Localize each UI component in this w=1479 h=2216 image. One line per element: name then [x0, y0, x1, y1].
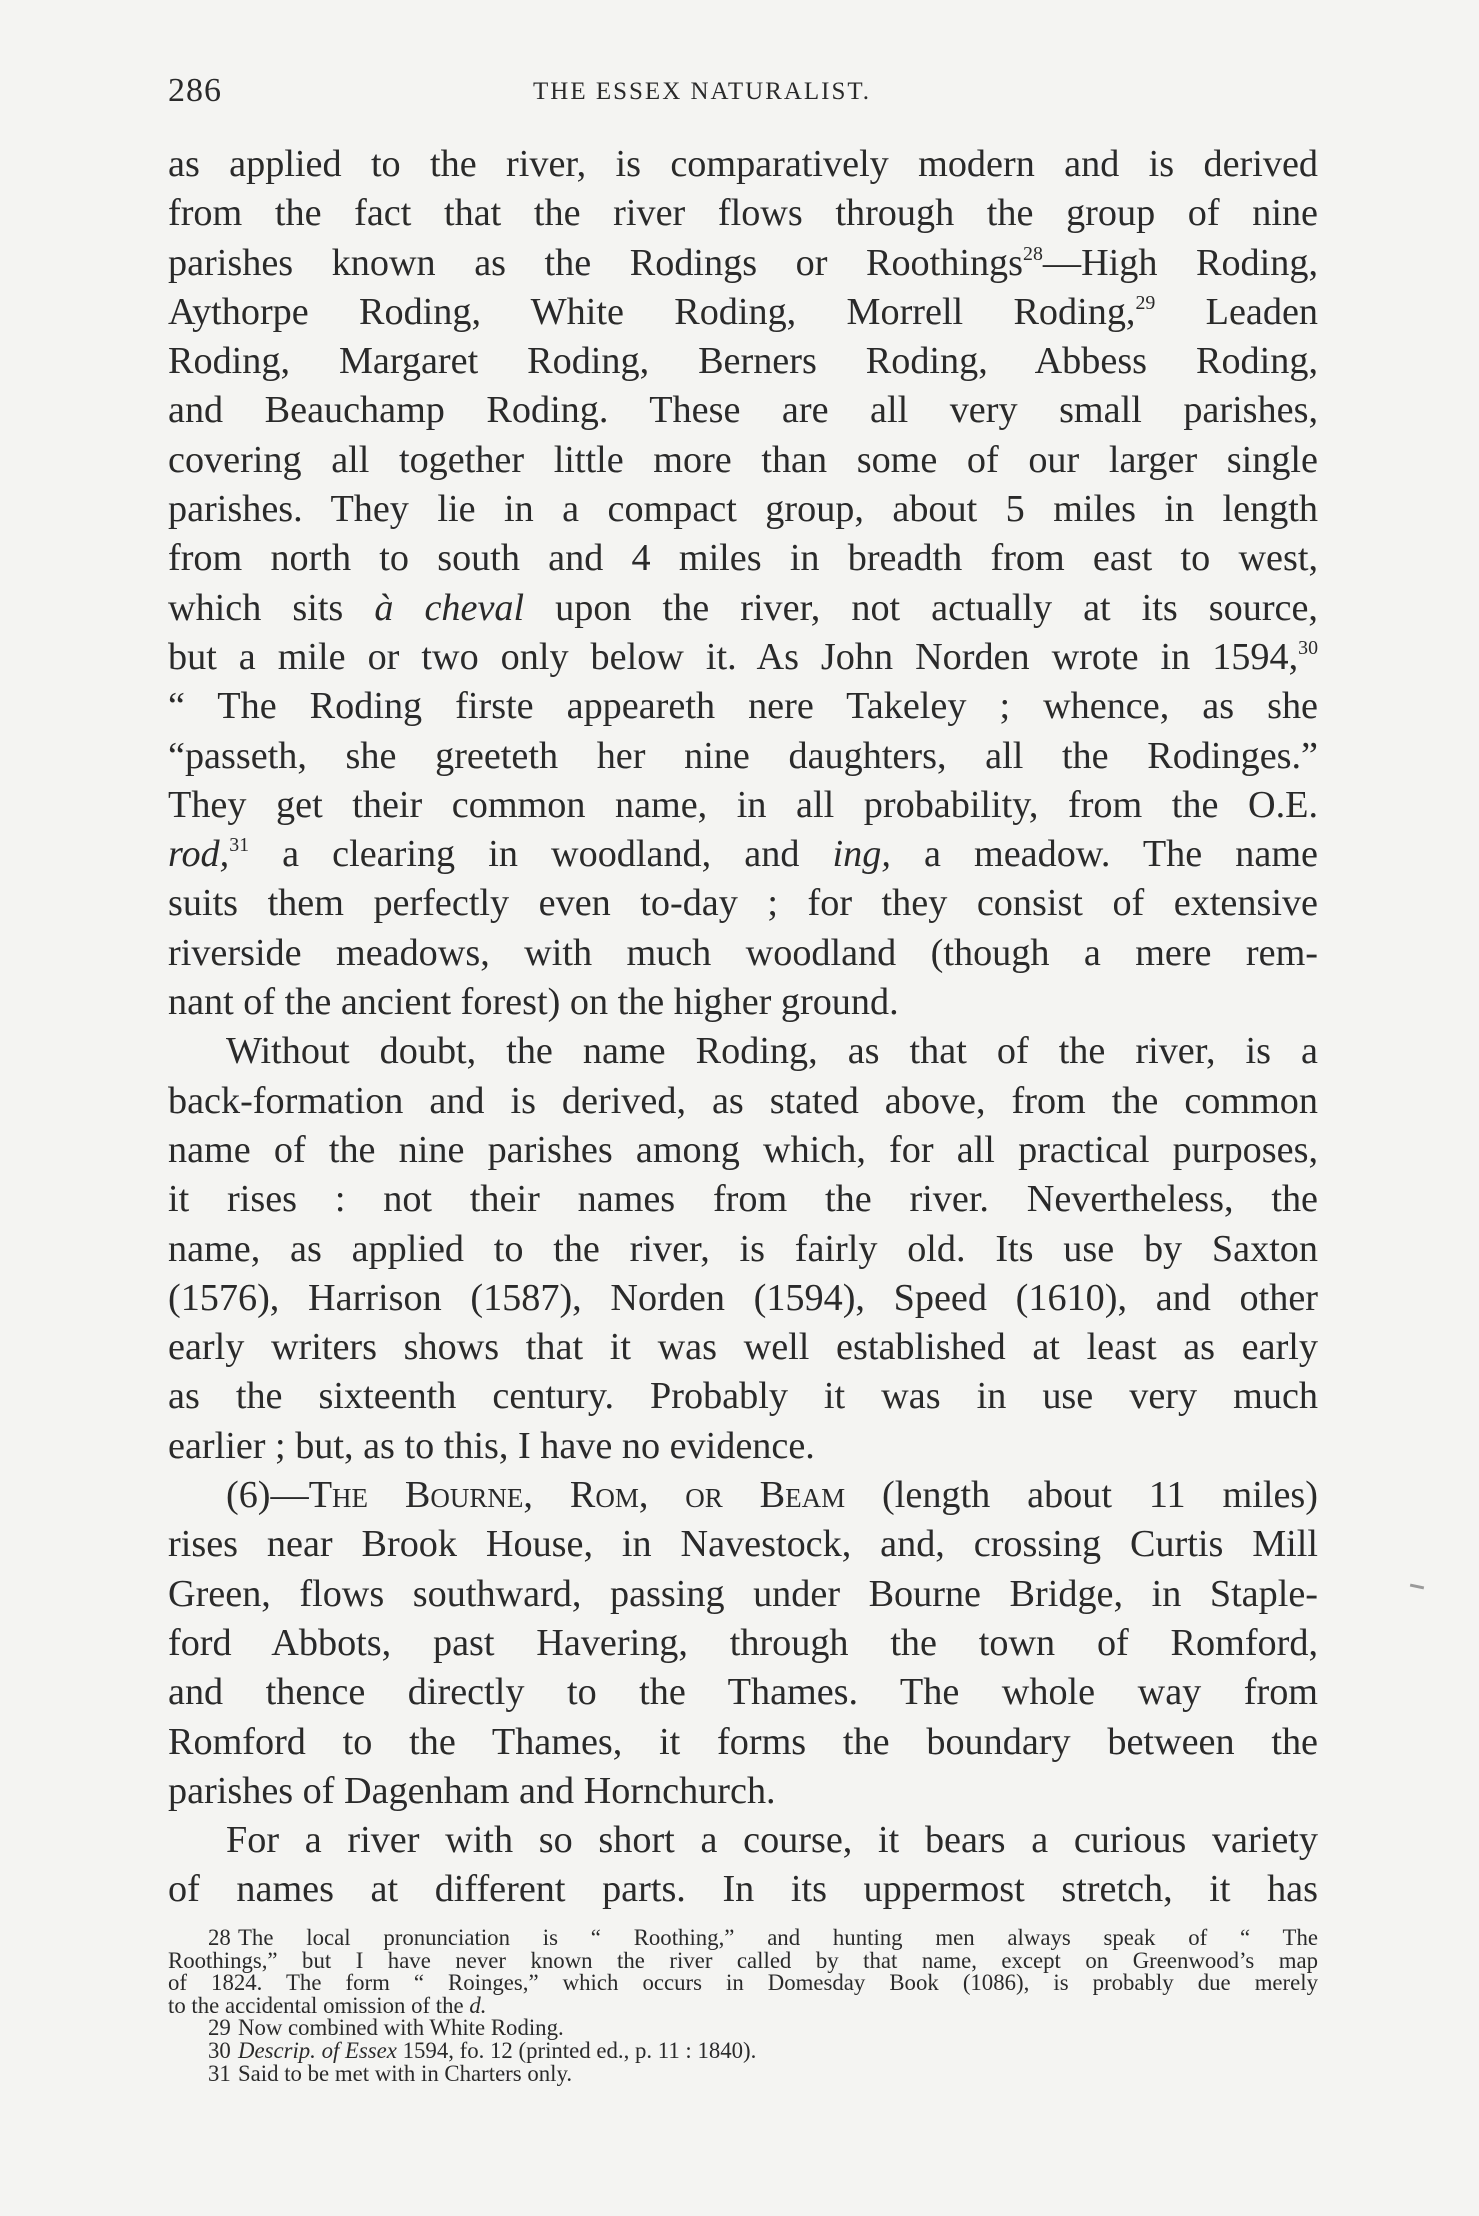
text-segment: to the accidental omission of the	[168, 1992, 470, 2018]
italic-word: rod,	[168, 833, 230, 876]
text-line: (1576), Harrison (1587), Norden (1594), Speed (1610), and other	[168, 1276, 1318, 1319]
text-line: ford Abbots, past Havering, through the town of Romford,	[168, 1621, 1318, 1664]
text-segment: parishes known as the Rodings or Roothings	[168, 241, 1024, 284]
text-segment: Now combined with White Roding.	[238, 2015, 564, 2041]
paragraph-names	[168, 1816, 1318, 1915]
text-line: Romford to the Thames, it forms the boundary between the	[168, 1720, 1318, 1763]
text-segment: a clearing in woodland, and	[249, 833, 833, 876]
text-line: covering all together little more than some of our larger single	[168, 438, 1318, 481]
text-line: Without doubt, the name Roding, as that of the river, is a	[226, 1030, 1318, 1073]
text-line: They get their common name, in all probability, from the O.E.	[168, 783, 1318, 826]
text-line: from the fact that the river flows through the group of nine	[168, 192, 1318, 235]
text-segment: The local pronunciation is “ Roothing,” and hunting men always speak of “ The	[238, 1925, 1318, 1950]
text-line	[168, 633, 1318, 682]
footnote-line: Roothings,” but I have never known the river called by that name, except on Greenwood’s map	[168, 1947, 1318, 1973]
text-segment: Aythorpe Roding, White Roding, Morrell Roding,	[168, 290, 1136, 333]
text-line: as the sixteenth century. Probably it was in use very much	[168, 1375, 1318, 1418]
text-line: name of the nine parishes among which, for all practical purposes,	[168, 1128, 1318, 1171]
text-line	[168, 288, 1318, 337]
text-line: name, as applied to the river, is fairly old. Its use by Saxton	[168, 1227, 1318, 1270]
text-line: Roding, Margaret Roding, Berners Roding, Abbess Roding,	[168, 340, 1318, 383]
text-line: from north to south and 4 miles in breadth from east to west,	[168, 537, 1318, 580]
footnote-ref-29: 29	[1135, 292, 1156, 314]
footnote-30	[168, 2037, 1318, 2063]
footnote-31	[168, 2060, 1318, 2086]
text-line: of names at different parts. In its uppermost stretch, it has	[168, 1868, 1318, 1911]
text-segment: but a mile or two only below it. As John Norden wrote in 1594,	[168, 635, 1299, 678]
running-head	[168, 72, 1318, 116]
text-line	[168, 584, 1318, 633]
text-line: parishes of Dagenham and Hornchurch.	[168, 1769, 776, 1812]
paragraph-rodings	[168, 140, 1318, 1027]
text-segment: upon the river, not actually at its source,	[524, 586, 1318, 629]
text-line	[168, 1471, 1318, 1520]
text-line: it rises : not their names from the river. Nevertheless, the	[168, 1178, 1318, 1221]
text-line: back-formation and is derived, as stated above, from the common	[168, 1079, 1318, 1122]
text-line: as applied to the river, is comparatively modern and is derived	[168, 143, 1318, 185]
text-segment: (length about 11 miles)	[845, 1474, 1318, 1517]
text-segment: Leaden	[1155, 290, 1318, 333]
text-line: and thence directly to the Thames. The whole way from	[168, 1671, 1318, 1714]
text-segment: Said to be met with in Charters only.	[238, 2060, 573, 2086]
footnote-line	[168, 1927, 1318, 1950]
text-line: “ The Roding firste appeareth nere Takeley ; whence, as she	[168, 685, 1318, 728]
text-line: parishes. They lie in a compact group, about 5 miles in length	[168, 488, 1318, 531]
footnote-line: of 1824. The form “ Roinges,” which occurs in Domesday Book (1086), is probably due merely	[168, 1970, 1318, 1996]
italic-title: Descrip. of Essex	[238, 2037, 397, 2063]
text-line: suits them perfectly even to-day ; for they consist of extensive	[168, 882, 1318, 925]
body-text	[168, 140, 1318, 1915]
text-segment: which sits	[168, 586, 375, 629]
footnote-number: 31	[208, 2060, 231, 2086]
text-line: “passeth, she greeteth her nine daughters, all the Rodinges.”	[168, 734, 1318, 777]
text-line: For a river with so short a course, it bears a curious variety	[226, 1819, 1318, 1862]
italic-phrase: à cheval	[374, 586, 525, 629]
italic-word: ing,	[832, 833, 891, 876]
paragraph-name-origin	[168, 1027, 1318, 1471]
text-line: Green, flows southward, passing under Bourne Bridge, in Staple-	[168, 1572, 1318, 1615]
journal-title: THE ESSEX NATURALIST.	[533, 78, 872, 105]
text-line: nant of the ancient forest) on the higher ground.	[168, 981, 899, 1024]
footnote-28	[168, 1927, 1318, 2017]
text-line: rises near Brook House, in Navestock, and, crossing Curtis Mill	[168, 1523, 1318, 1566]
italic-word: d.	[469, 1992, 487, 2018]
text-line	[168, 239, 1318, 288]
text-line: earlier ; but, as to this, I have no evidence.	[168, 1424, 815, 1467]
page-number: 286	[168, 72, 222, 109]
text-segment: a meadow. The name	[890, 833, 1318, 876]
footnote-29	[168, 2017, 1318, 2040]
section-number: (6)—	[226, 1474, 309, 1517]
footnote-ref-30: 30	[1298, 637, 1318, 660]
footnote-ref-31: 31	[229, 834, 250, 857]
footnote-number: 29	[208, 2015, 231, 2041]
text-line: riverside meadows, with much woodland (though a mere rem-	[168, 931, 1318, 974]
text-line	[168, 830, 1318, 879]
margin-mark	[1410, 1584, 1424, 1590]
footnote-ref-28: 28	[1023, 242, 1043, 265]
footnote-number: 28	[208, 1925, 231, 1950]
text-line: and Beauchamp Roding. These are all very small parishes,	[168, 389, 1318, 432]
footnotes	[168, 1927, 1318, 2085]
text-segment: 1594, fo. 12 (printed ed., p. 11 : 1840).	[396, 2037, 757, 2063]
text-segment: —High Roding,	[1042, 241, 1318, 284]
footnote-number: 30	[208, 2037, 231, 2063]
text-line: early writers shows that it was well established at least as early	[168, 1326, 1318, 1369]
river-heading: The Bourne, Rom, or Beam	[308, 1474, 846, 1517]
footnote-line	[168, 1992, 1318, 2018]
paragraph-bourne	[168, 1471, 1318, 1816]
